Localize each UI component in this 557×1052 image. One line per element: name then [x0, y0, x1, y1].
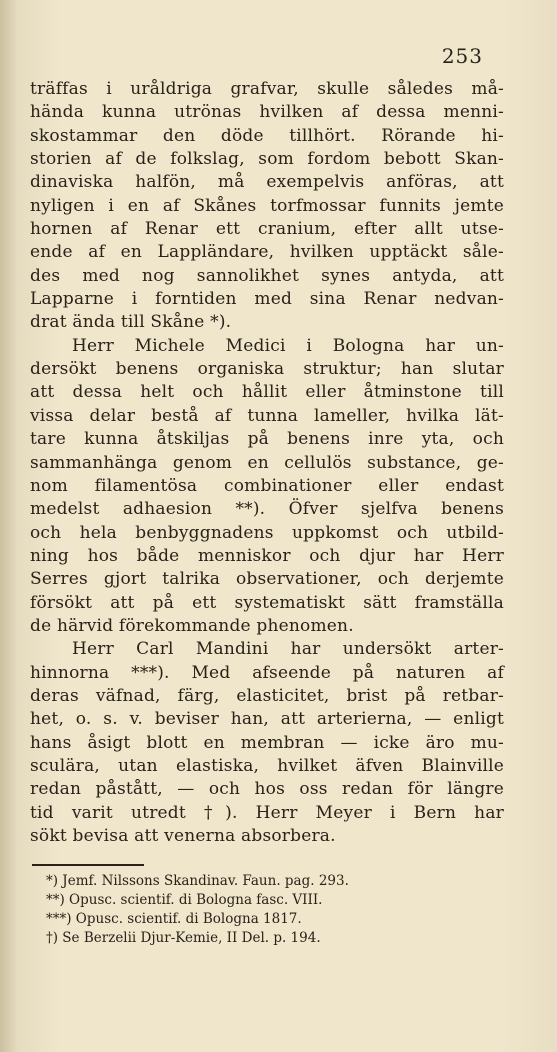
text-line: de härvid förekommande phenomen.	[30, 615, 354, 636]
text-line: drat ända till Skåne *).	[30, 312, 232, 333]
text-line: des med nog sannolikhet synes antyda, att	[30, 265, 504, 286]
footnote: *) Jemf. Nilssons Skandinav. Faun. pag. 293.	[46, 873, 349, 889]
text-line: Serres gjort talrika observationer, och derjemte	[30, 569, 504, 590]
text-line: Herr Carl Mandini har undersökt arter-	[72, 639, 504, 660]
text-line: hända kunna utrönas hvilken af dessa menni-	[30, 102, 504, 123]
footnote-divider	[32, 864, 144, 866]
text-line: skostammar den döde tillhört. Rörande hi-	[30, 125, 504, 146]
footnote: †) Se Berzelii Djur-Kemie, II Del. p. 194.	[46, 930, 321, 946]
text-line: medelst adhaesion **). Öfver sjelfva benens	[30, 499, 504, 520]
text-line: tid varit utredt †). Herr Meyer i Bern har	[30, 802, 504, 823]
body-text	[30, 78, 504, 848]
footnotes	[46, 872, 476, 948]
text-line: att dessa helt och hållit eller åtminstone till	[30, 382, 504, 403]
text-line: hans åsigt blott en membran — icke äro mu-	[30, 732, 504, 753]
text-line: dinaviska halfön, må exempelvis anföras, att	[30, 172, 504, 193]
text-line: Herr Michele Medici i Bologna har un-	[72, 335, 504, 356]
text-line: deras väfnad, färg, elasticitet, brist på retbar-	[30, 685, 504, 706]
text-line: storien af de folkslag, som fordom bebott Skan-	[30, 149, 504, 170]
text-line: tare kunna åtskiljas på benens inre yta, och	[30, 429, 504, 450]
text-line: nyligen i en af Skånes torfmossar funnits jemte	[30, 195, 504, 216]
footnote: **) Opusc. scientif. di Bologna fasc. VIII.	[46, 892, 323, 908]
text-line: hornen af Renar ett cranium, efter allt utse-	[30, 219, 504, 240]
footnote: ***) Opusc. scientif. di Bologna 1817.	[46, 911, 302, 927]
text-line: försökt att på ett systematiskt sätt framställa	[30, 592, 504, 613]
text-line: Lapparne i forntiden med sina Renar nedvan-	[30, 289, 504, 310]
text-line: redan påstått, — och hos oss redan för längre	[30, 779, 504, 800]
text-line: hinnorna ***). Med afseende på naturen af	[30, 662, 504, 683]
text-line: nom filamentösa combinationer eller endast	[30, 475, 504, 496]
text-line: vissa delar bestå af tunna lameller, hvilka lät-	[30, 405, 504, 426]
text-line: dersökt benens organiska struktur; han slutar	[30, 359, 504, 380]
text-line: träffas i uråldriga grafvar, skulle således må-	[30, 79, 504, 99]
text-line: ning hos både menniskor och djur har Herr	[30, 545, 504, 566]
text-line: sculära, utan elastiska, hvilket äfven Blainville	[30, 755, 504, 776]
page-number: 253	[441, 44, 483, 68]
text-line: sammanhänga genom en cellulös substance, ge-	[30, 452, 504, 473]
text-line: ende af en Lappländare, hvilken upptäckt såle-	[30, 242, 504, 263]
text-line: och hela benbyggnadens uppkomst och utbild-	[30, 522, 504, 543]
text-line: het, o. s. v. beviser han, att arterierna, — enligt	[30, 709, 504, 730]
text-line: sökt bevisa att venerna absorbera.	[30, 826, 336, 846]
